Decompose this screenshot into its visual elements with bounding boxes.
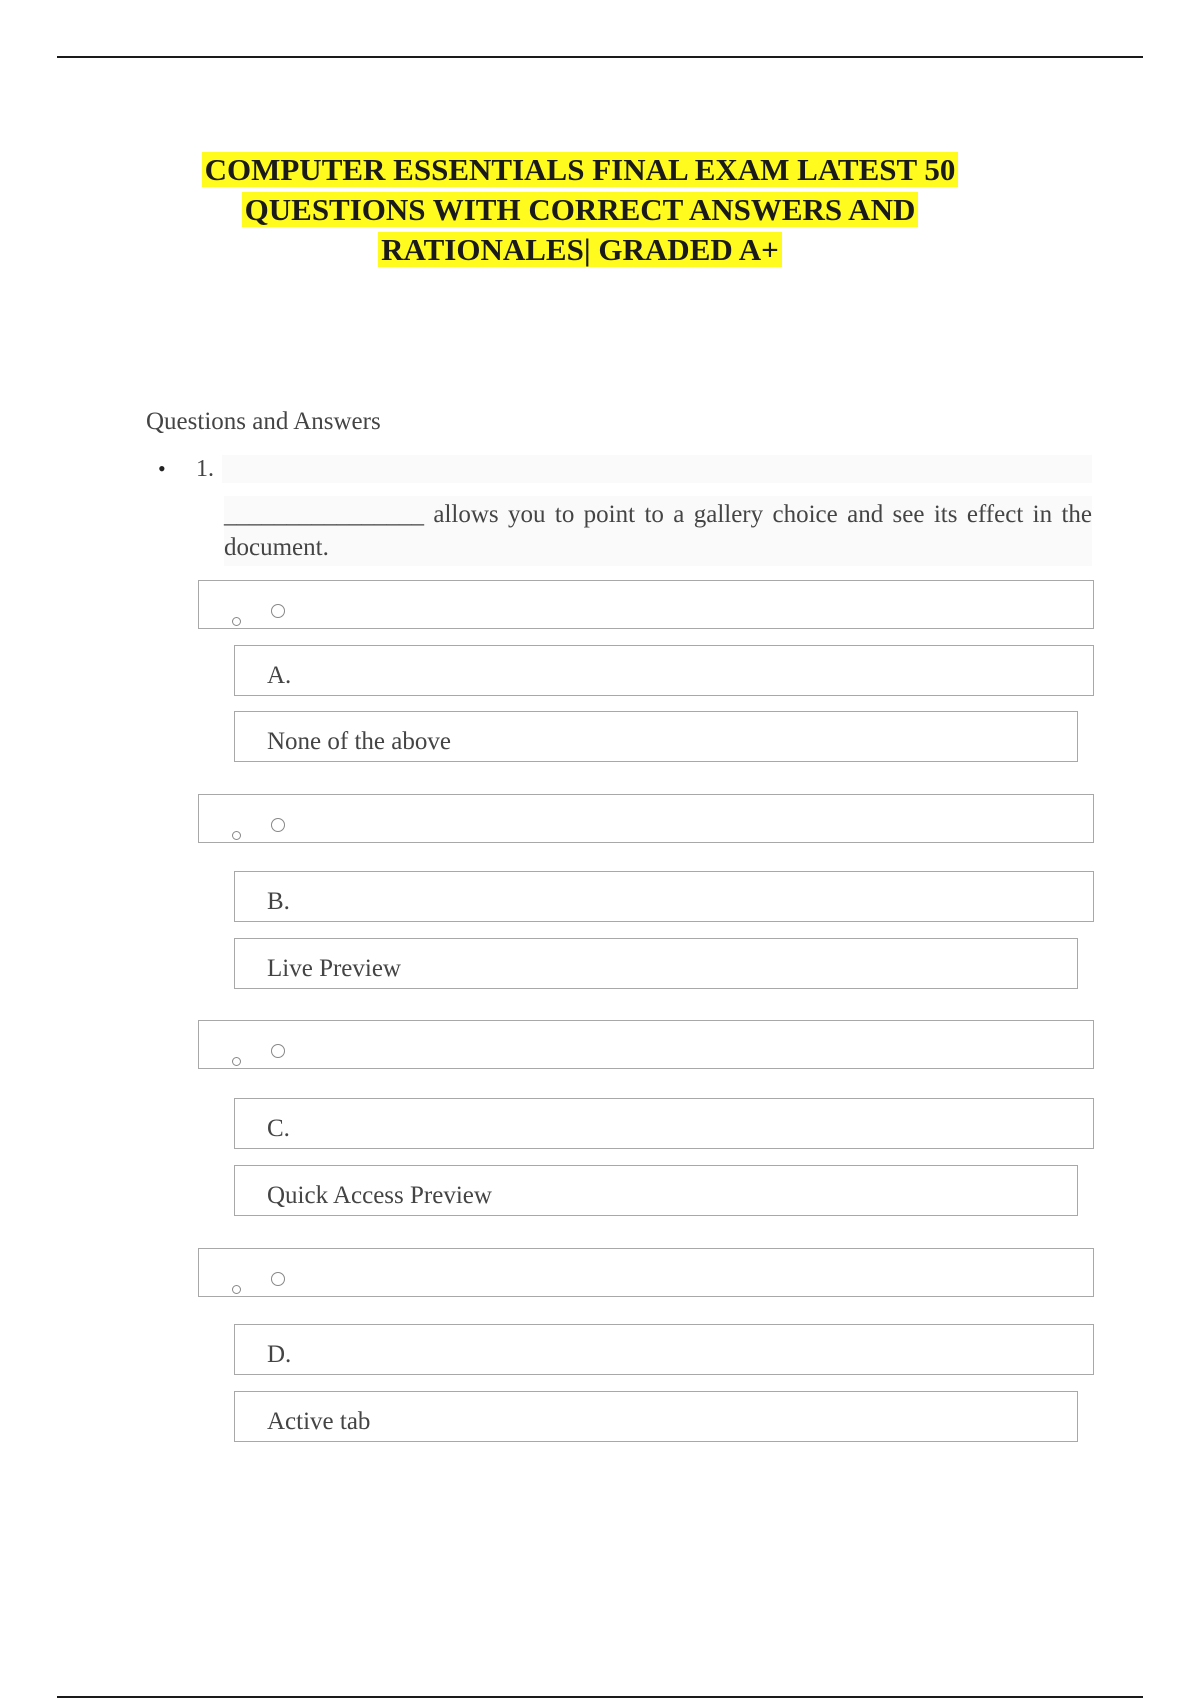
option-d-radio-row[interactable]: [198, 1248, 1094, 1297]
option-d-answer: Active tab: [267, 1408, 371, 1435]
option-a-answer-box[interactable]: [234, 711, 1078, 762]
title-line-1: COMPUTER ESSENTIALS FINAL EXAM LATEST 50: [202, 152, 959, 187]
option-a-letter-box: [234, 645, 1094, 696]
question-number-band: [222, 455, 1092, 483]
option-b-radio[interactable]: [271, 818, 285, 832]
option-a-radio[interactable]: [271, 604, 285, 618]
option-c-answer: Quick Access Preview: [267, 1182, 492, 1209]
title-line-2: QUESTIONS WITH CORRECT ANSWERS AND: [242, 192, 919, 227]
option-a-radio-row[interactable]: [198, 580, 1094, 629]
option-c-radio[interactable]: [271, 1044, 285, 1058]
option-a-letter: A.: [267, 662, 292, 689]
sub-bullet-circle-icon: [232, 1285, 241, 1294]
option-c-answer-box[interactable]: [234, 1165, 1078, 1216]
question-text: ________________ allows you to point to a gallery choice and see its effect in the document.: [224, 496, 1092, 566]
question-number: 1.: [196, 456, 214, 482]
section-heading: Questions and Answers: [146, 408, 381, 435]
option-d-letter-box: [234, 1324, 1094, 1375]
document-title: [130, 150, 1030, 270]
option-b-answer-box[interactable]: [234, 938, 1078, 989]
option-c-letter-box: [234, 1098, 1094, 1149]
top-rule: [57, 56, 1143, 58]
sub-bullet-circle-icon: [232, 617, 241, 626]
sub-bullet-circle-icon: [232, 831, 241, 840]
option-c-letter: C.: [267, 1115, 290, 1142]
title-line-3: RATIONALES| GRADED A+: [378, 232, 782, 267]
option-d-answer-box[interactable]: [234, 1391, 1078, 1442]
option-b-letter: B.: [267, 888, 290, 915]
option-a-answer: None of the above: [267, 728, 451, 755]
option-b-answer: Live Preview: [267, 955, 401, 982]
option-d-radio[interactable]: [271, 1272, 285, 1286]
bottom-rule: [57, 1696, 1143, 1698]
option-b-radio-row[interactable]: [198, 794, 1094, 843]
sub-bullet-circle-icon: [232, 1057, 241, 1066]
option-c-radio-row[interactable]: [198, 1020, 1094, 1069]
option-b-letter-box: [234, 871, 1094, 922]
option-d-letter: D.: [267, 1341, 292, 1368]
list-bullet: •: [158, 456, 166, 481]
